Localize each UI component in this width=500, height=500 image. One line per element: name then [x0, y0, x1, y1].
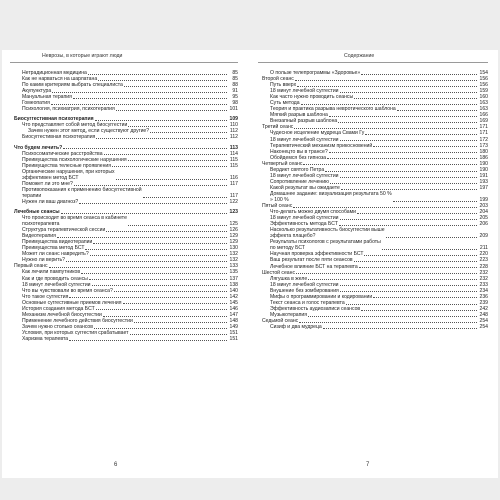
dot-leader [94, 328, 227, 329]
dot-leader [340, 285, 477, 286]
toc-entry-page: 197 [479, 184, 488, 191]
toc-entry-title: Нужен ли ваш диагноз? [22, 198, 79, 205]
toc-entry-title: Видеотерапия [22, 233, 56, 240]
toc-entry-title: Психосоматические расстройства [22, 150, 103, 157]
toc-entry-page: 206 [479, 221, 488, 228]
dot-leader [295, 80, 477, 81]
toc-entry-page: 160 [479, 94, 488, 101]
toc-entry-title: Мифы о программировании и кодировании [270, 293, 373, 300]
toc-entry-page: 146 [229, 305, 238, 312]
toc-entry-page: 223 [479, 257, 488, 264]
toc-entry-title: Как лечили пампутников [22, 269, 81, 276]
toc-entry-page: 115 [229, 156, 238, 163]
toc-entry-title: Шестой сеанс [262, 269, 295, 276]
dot-leader [340, 92, 477, 93]
toc-entry-page: 132 [229, 251, 238, 258]
toc-entry-title: 18 минут лечебной суггестии [22, 281, 91, 288]
dot-leader [397, 110, 477, 111]
dot-leader [85, 249, 227, 250]
toc-entry-page: 163 [479, 100, 488, 107]
dot-leader [66, 261, 227, 262]
toc-entry-title: Как часто нужно проводить сеансы [270, 94, 354, 101]
dot-leader [296, 273, 477, 274]
toc-entry-page: 135 [229, 269, 238, 276]
dot-leader [373, 297, 477, 298]
dot-leader [128, 225, 227, 226]
toc-entry-title: Биосуггестивная психотерапия [22, 134, 96, 141]
toc-entry-title: По каким критериям выбрать специалиста [22, 82, 123, 89]
toc-entry-page: 85 [232, 70, 238, 76]
toc-entry-page: 254 [479, 323, 488, 330]
toc-entry-page: 149 [229, 323, 238, 330]
dot-leader [128, 126, 227, 127]
running-head-left: Неврозы, в которые играют люди [42, 53, 123, 59]
toc-entry [10, 187, 238, 199]
dot-leader [92, 285, 227, 286]
toc-entry-page: 154 [479, 70, 488, 76]
toc-entry-title: Механизм лечебной биосуггестии [22, 311, 102, 318]
dot-leader [51, 104, 227, 105]
dot-leader [382, 249, 477, 250]
toc-entry-page: 142 [229, 293, 238, 300]
dot-leader [301, 104, 477, 105]
toc-entry-page: 101 [229, 106, 238, 113]
toc-entry-title: 18 минут лечебной суггестии [270, 215, 339, 222]
toc-entry-page: 148 [229, 317, 238, 324]
toc-entry-title: Что будем лечить? [14, 144, 63, 151]
dot-leader [308, 279, 477, 280]
toc-entry-page: 228 [479, 263, 488, 270]
dot-leader [114, 291, 227, 292]
toc-entry-title: Биосуггестивная психотерапия [14, 116, 94, 123]
toc-entry-title: Нужно ли верить? [22, 257, 65, 264]
toc-entry-page: 151 [229, 335, 238, 342]
toc-entry-page: 204 [479, 209, 488, 216]
toc-entry-title: Противопоказания к применению биосуггестивной терапии [22, 186, 142, 199]
toc-entry-title: Что происходит во время сеанса в кабинете психотерапевта [22, 215, 127, 228]
toc-entry-page: 242 [479, 305, 488, 312]
dot-leader [329, 116, 477, 117]
dot-leader [124, 86, 227, 87]
toc-entry-title: Лечебное влияние БСТ на терапевта [270, 263, 358, 270]
toc-entry-page: 248 [479, 311, 488, 318]
toc-entry [258, 324, 488, 330]
toc-entry-page: 190 [479, 166, 488, 173]
toc-entry-page: 166 [479, 112, 488, 119]
dot-leader [299, 322, 477, 323]
dot-leader [340, 219, 477, 220]
dot-leader [293, 207, 477, 208]
toc-entry-title: Научная проверка эффективности БСТ [270, 251, 364, 258]
toc-entry-page: 147 [229, 311, 238, 318]
toc-entry [10, 336, 238, 342]
toc-entry-title: Путь вверх [270, 82, 297, 89]
toc-entry-page: 114 [229, 150, 238, 157]
toc-entry-title: Внезапный разрыв шаблона [270, 118, 338, 125]
dot-leader [73, 98, 227, 99]
dot-leader [338, 122, 477, 123]
toc-entry-title: Вердикт святого Петра [270, 166, 325, 173]
dot-leader [341, 189, 477, 190]
toc-entry-page: 156 [479, 76, 488, 83]
toc-entry-page: 171 [479, 130, 488, 137]
toc-entry-page: 236 [479, 293, 488, 300]
toc-entry-title: Харизма терапевта [22, 335, 69, 342]
toc-entry-page: 129 [229, 239, 238, 246]
toc-entry-title: Обойдемся без гипноза [270, 154, 327, 161]
toc-entry-title: 18 минут лечебной суггестии [270, 88, 339, 95]
dot-leader [340, 291, 477, 292]
toc-entry-title: Что-делать можно двумя способами [270, 209, 356, 216]
toc-entry-title: Теория и практика разрыва невротического шаблона [270, 106, 396, 113]
dot-leader [96, 138, 227, 139]
toc-entry-title: Второй сеанс [262, 76, 294, 83]
toc-entry-page: 138 [229, 281, 238, 288]
dot-leader [393, 201, 477, 202]
toc-entry-title: Терапевтический механизм прикосновений [270, 142, 373, 149]
dot-leader [61, 213, 227, 214]
dot-leader [52, 92, 227, 93]
toc-entry-page: 145 [229, 299, 238, 306]
toc-entry-title: Лечебные сеансы [14, 208, 60, 215]
toc-entry-title: Седьмой сеанс [262, 317, 299, 324]
toc-entry-page: 193 [479, 178, 488, 185]
toc-entry-title: Четвертый сеанс [262, 160, 303, 167]
toc-entry-title: Внушение без зомбирования [270, 287, 339, 294]
dot-leader [49, 267, 227, 268]
toc-entry-page: 110 [229, 122, 238, 129]
toc-entry-title: Акупунктура [22, 88, 52, 95]
dot-leader [57, 237, 227, 238]
toc-entry-page: 112 [229, 128, 238, 135]
toc-entry-page: 91 [232, 88, 238, 95]
toc-entry-page: 112 [229, 134, 238, 141]
toc-entry-page: 130 [229, 245, 238, 252]
dot-leader [130, 334, 227, 335]
dot-leader [150, 132, 227, 133]
toc-entry-page: 163 [479, 106, 488, 113]
toc-entry-page: 85 [232, 76, 238, 83]
toc-entry-title: Чудесное исцеление мудреца Свами Гу [270, 130, 365, 137]
dot-leader [96, 309, 227, 310]
toc-entry-page: 232 [479, 269, 488, 276]
dot-leader [361, 310, 477, 311]
toc-entry-title: Основные суггестивные приемов лечения [22, 299, 122, 306]
toc-entry-title: Как не нарваться на шарлатана [22, 76, 98, 83]
dot-leader [325, 171, 477, 172]
toc-entry-page: 133 [229, 263, 238, 270]
toc-entry-page: 156 [479, 82, 488, 89]
toc-entry-page: 122 [229, 198, 238, 205]
toc-entry-page: 203 [479, 203, 488, 210]
toc-entry-page: 140 [229, 287, 238, 294]
right-page [244, 50, 498, 478]
toc-entry-title: Музыкотерапия [270, 311, 307, 318]
toc-entry-title: Гомеопатия [22, 100, 50, 107]
dot-leader [303, 164, 477, 165]
dot-leader [354, 98, 477, 99]
toc-left [10, 70, 238, 342]
toc-entry-page: 129 [229, 233, 238, 240]
toc-entry-page: 117 [229, 180, 238, 187]
dot-leader [386, 237, 477, 238]
toc-entry-title: Домашнее задание: визуализация результата 50 % » 100 % [270, 190, 392, 203]
toc-entry-title: 18 минут лечебной суггестии [270, 172, 339, 179]
dot-leader [143, 197, 227, 198]
toc-entry-title: Текст сеанса и голос терапевта [270, 299, 345, 306]
toc-entry-title: Что вы чувствовали во время сеанса? [22, 287, 113, 294]
toc-entry-title: Структура терапевтической сессии [22, 227, 106, 234]
page-number-left: 6 [114, 462, 118, 468]
toc-entry-page: 132 [229, 257, 238, 264]
toc-entry-page: 169 [479, 118, 488, 125]
dot-leader [128, 160, 227, 161]
toc-entry-title: Может ли сеанс навредить? [22, 251, 89, 258]
toc-entry-title: Условия, при которых суггестия срабатывает [22, 329, 129, 336]
dot-leader [323, 328, 477, 329]
toc-entry-title: Преимущества видеотерапии [22, 239, 93, 246]
toc-entry-page: 137 [229, 275, 238, 282]
dot-leader [340, 140, 477, 141]
dot-leader [330, 183, 477, 184]
dot-leader [359, 267, 477, 268]
toc-entry-title: Сизиф и два мудреца [270, 323, 322, 330]
dot-leader [116, 179, 227, 180]
toc-entry-page: 233 [479, 281, 488, 288]
dot-leader [106, 231, 227, 232]
dot-leader [69, 297, 227, 298]
dot-leader [346, 304, 477, 305]
toc-entry-title: Эффективность аудиозаписи сеансов [270, 305, 361, 312]
dot-leader [81, 273, 227, 274]
toc-entry-title: Суть метода [270, 100, 300, 107]
header-rule [258, 62, 488, 63]
dot-leader [74, 185, 227, 186]
toc-entry-page: 199 [479, 196, 488, 203]
toc-entry-page: 113 [229, 144, 238, 151]
toc-entry-title: 18 минут лечебной суггестии [270, 281, 339, 288]
running-head-right: Содержание [344, 53, 375, 59]
toc-entry-title: Поможет ли это мне? [22, 180, 73, 187]
toc-entry-page: 254 [479, 317, 488, 324]
dot-leader [329, 152, 477, 153]
toc-entry-page: 126 [229, 227, 238, 234]
toc-entry-page: 95 [232, 94, 238, 101]
toc-entry-page: 115 [229, 162, 238, 169]
toc-entry-page: 232 [479, 275, 488, 282]
toc-entry-page: 180 [479, 148, 488, 155]
toc-entry [258, 191, 488, 203]
toc-entry-page: 98 [232, 100, 238, 107]
dot-leader [69, 340, 227, 341]
toc-entry-title: Нетрадиционная медицина [22, 70, 87, 76]
dot-leader [364, 255, 477, 256]
page-number-right: 7 [366, 462, 370, 468]
toc-right [258, 70, 488, 330]
toc-entry-page: 151 [229, 329, 238, 336]
toc-entry [10, 215, 238, 227]
toc-entry-page: 173 [479, 142, 488, 149]
dot-leader [63, 148, 227, 149]
book-spread [2, 50, 498, 478]
dot-leader [339, 225, 477, 226]
toc-entry-page: 123 [229, 208, 238, 215]
dot-leader [123, 303, 227, 304]
toc-entry-title: Зачем нужно столько сеансов [22, 323, 93, 330]
dot-leader [89, 279, 227, 280]
toc-entry-page: 109 [229, 116, 238, 123]
toc-entry-title: Что представляет собой метод биосуггестии [22, 122, 128, 129]
dot-leader [297, 86, 477, 87]
toc-entry-title: Какой результат вы ожидаете [270, 184, 340, 191]
toc-entry-page: 88 [232, 82, 238, 89]
dot-leader [93, 243, 227, 244]
toc-entry-page: 239 [479, 299, 488, 306]
toc-entry-title: Зачем нужен этот метод, если существуют другие? [28, 128, 150, 135]
toc-entry [10, 169, 238, 181]
toc-entry-page: 234 [479, 287, 488, 294]
toc-entry-title: Преимущества психологические нарушения [22, 156, 127, 163]
dot-leader [134, 322, 227, 323]
toc-entry-page: 211 [479, 245, 488, 252]
toc-entry-title: Мягкий разрыв шаблона [270, 112, 328, 119]
dot-leader [361, 74, 477, 75]
toc-entry-title: История создания метода БСТ [22, 305, 95, 312]
dot-leader [88, 74, 227, 75]
dot-leader [98, 80, 227, 81]
toc-entry-title: Третий сеанс [262, 124, 294, 131]
toc-entry-page: 171 [479, 124, 488, 131]
toc-entry-title: Что такое суггестия [22, 293, 69, 300]
toc-entry-title: Эффективность метода БСТ [270, 221, 338, 228]
dot-leader [116, 110, 227, 111]
dot-leader [95, 120, 227, 121]
toc-entry-title: Как и где проводить сеансы [22, 275, 88, 282]
toc-entry-title: Преимущества метод БСТ [22, 245, 85, 252]
dot-leader [354, 261, 477, 262]
toc-entry-title: Сопротивление лечению [270, 178, 329, 185]
toc-entry-page: 172 [479, 136, 488, 143]
toc-entry-page: 117 [229, 192, 238, 199]
dot-leader [294, 128, 477, 129]
dot-leader [90, 255, 227, 256]
header-rule [10, 62, 238, 63]
dot-leader [112, 166, 227, 167]
toc-entry-title: Применение лечебного действия биосуггестии [22, 317, 133, 324]
toc-entry [258, 239, 488, 251]
toc-entry-title: Ваш результат после пяти сеансов [270, 257, 353, 264]
toc-entry-page: 205 [479, 215, 488, 222]
toc-entry-title: Преимущества телесные проявления [22, 162, 112, 169]
dot-leader [357, 213, 477, 214]
dot-leader [79, 203, 227, 204]
toc-entry-page: 159 [479, 88, 488, 95]
dot-leader [365, 134, 477, 135]
toc-entry-title: Органические нарушения, при которых эффективен метод БСТ [22, 168, 115, 181]
left-page [2, 50, 244, 478]
toc-entry-title: 18 минут лечебной суггестии [270, 136, 339, 143]
toc-entry-title: Наконецто вы в трансе? [270, 148, 328, 155]
dot-leader [340, 177, 477, 178]
toc-entry [258, 227, 488, 239]
toc-entry-title: Пятый сеанс [262, 203, 293, 210]
toc-entry-page: 220 [479, 251, 488, 258]
toc-entry-title: Насколько результативность биосуггестии выше эффекта плацебо? [270, 227, 385, 240]
toc-entry-page: 186 [479, 154, 488, 161]
dot-leader [103, 316, 227, 317]
toc-entry-page: 190 [479, 160, 488, 167]
toc-entry-title: О пользе телепрограммы «Здоровье» [270, 70, 361, 76]
toc-entry-page: 125 [229, 221, 238, 228]
toc-entry-title: Мануальная терапия [22, 94, 72, 101]
toc-entry-page: 116 [229, 174, 238, 181]
toc-entry-page: 209 [479, 233, 488, 240]
toc-entry-title: Лягушка в желе [270, 275, 308, 282]
toc-entry-title: Результаты психологов с результатами работы по методу БСТ [270, 239, 381, 252]
toc-entry-title: Первый сеанс [14, 263, 48, 270]
toc-entry-page: 191 [479, 172, 488, 179]
dot-leader [327, 158, 477, 159]
dot-leader [104, 154, 227, 155]
dot-leader [373, 146, 477, 147]
toc-entry-title: Психология, психиатрия, психотерапия [22, 106, 115, 113]
dot-leader [308, 316, 477, 317]
